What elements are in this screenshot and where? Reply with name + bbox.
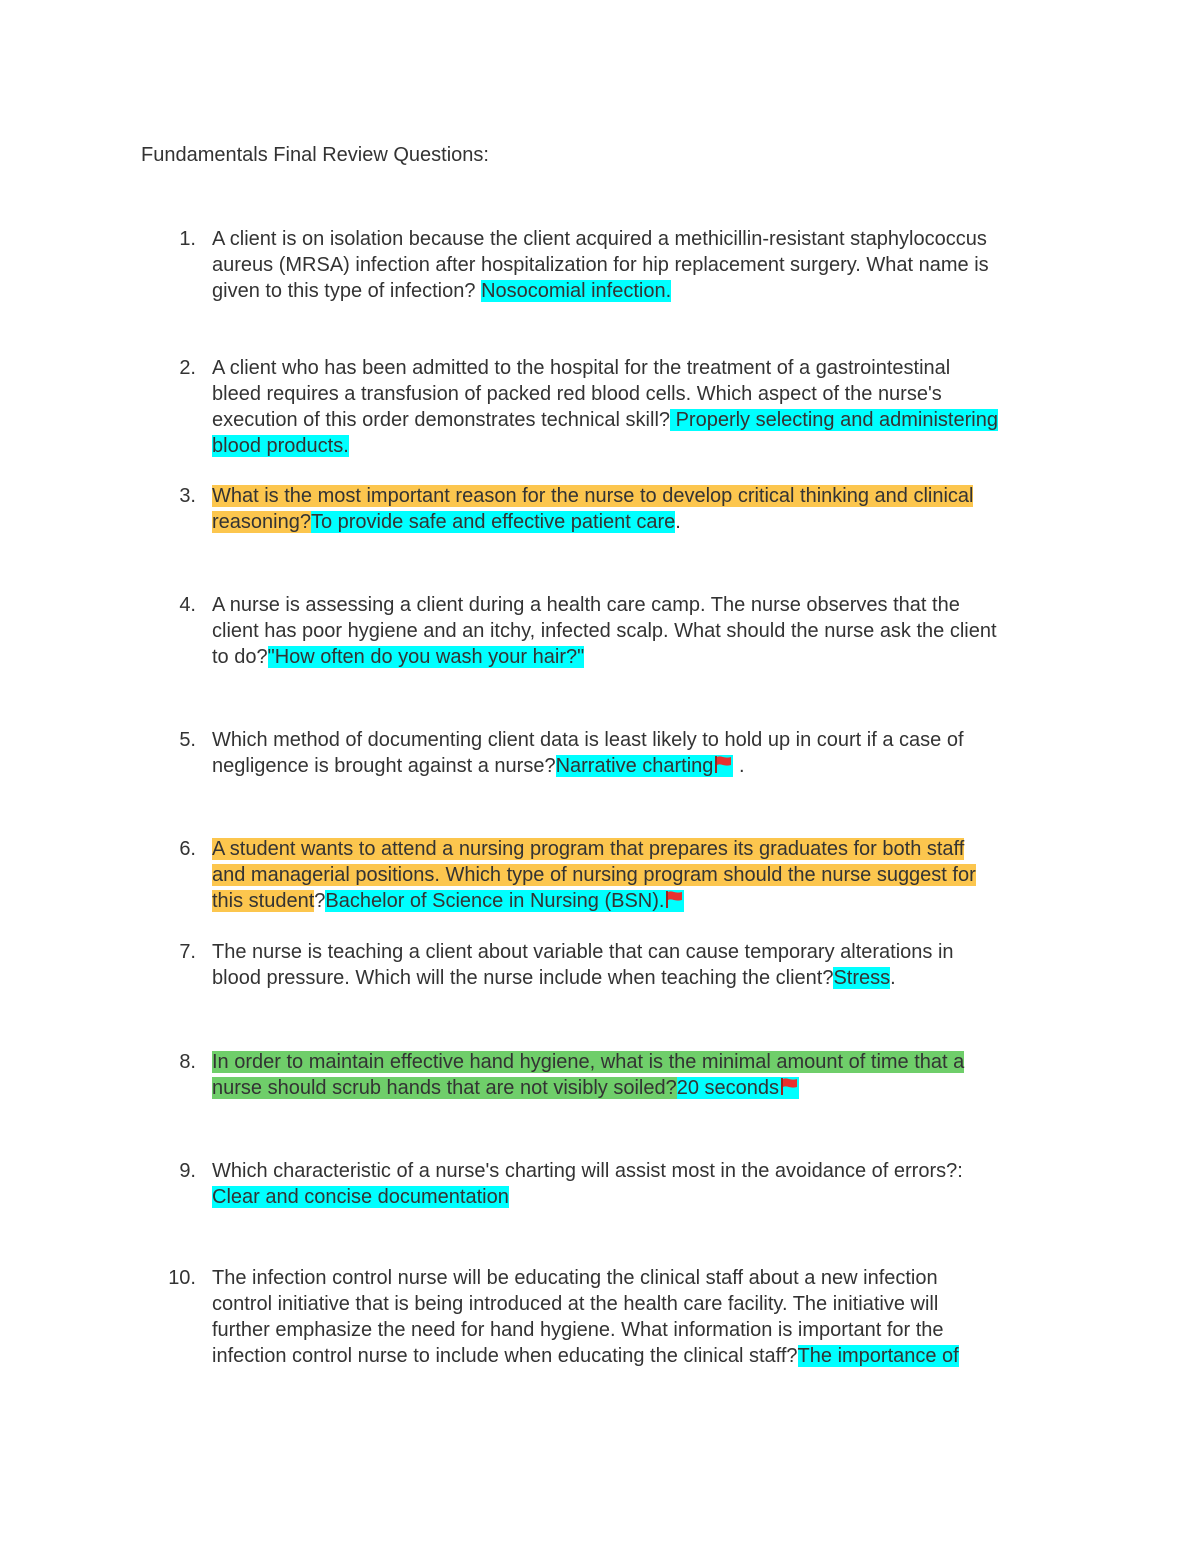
answer-text [677, 1077, 799, 1099]
question-text-segment [212, 409, 670, 431]
question-number: 10. [168, 1267, 196, 1289]
highlighted-question-text [212, 864, 976, 886]
text-line [212, 1075, 1072, 1101]
segment-text: Properly selecting and administering [670, 409, 998, 431]
segment-text: "How often do you wash your hair?" [267, 646, 585, 668]
question-text-segment [212, 941, 954, 963]
text-line [212, 1184, 1072, 1210]
segment-text: The importance of [797, 1345, 959, 1367]
segment-text: . [733, 755, 745, 777]
question-text [212, 939, 1072, 991]
text-line [212, 939, 1072, 965]
text-line [212, 862, 1072, 888]
segment-text: control initiative that is being introduced at the health care facility. The initiative will [212, 1293, 939, 1315]
question-text [212, 483, 1072, 535]
segment-text: nurse should scrub hands that are not visibly soiled? [212, 1077, 677, 1099]
answer-text [212, 435, 349, 457]
highlighted-question-text [212, 838, 964, 860]
segment-text: . [890, 967, 896, 989]
segment-text: client has poor hygiene and an itchy, infected scalp. What should the nurse ask the client [212, 620, 997, 642]
text-line [212, 1265, 1072, 1291]
text-line [212, 965, 1072, 991]
question-number: 2. [179, 357, 196, 379]
question-number: 1. [179, 228, 196, 250]
text-line [212, 355, 1072, 381]
segment-text: this student [212, 890, 315, 912]
text-line [212, 1343, 1072, 1369]
question-text [212, 1158, 1072, 1210]
segment-text: Which characteristic of a nurse's charting will assist most in the avoidance of errors?: [212, 1160, 963, 1182]
segment-text: negligence is brought against a nurse? [212, 755, 556, 777]
highlighted-question-text [212, 511, 311, 533]
segment-text: blood products. [212, 435, 349, 457]
answer-text [481, 280, 671, 302]
question-text-segment [212, 594, 960, 616]
question-text-segment [212, 1319, 944, 1341]
segment-text: A nurse is assessing a client during a health care camp. The nurse observes that the [212, 594, 960, 616]
highlighted-question-text [212, 1051, 964, 1073]
text-line [212, 644, 1072, 670]
segment-text: The infection control nurse will be educating the clinical staff about a new infection [212, 1267, 938, 1289]
question-text [212, 1265, 1072, 1369]
segment-text: To provide safe and effective patient care [310, 511, 676, 533]
question-text [212, 1049, 1072, 1101]
question-text [212, 727, 1072, 779]
text-line [212, 483, 1072, 509]
text-line [212, 1049, 1072, 1075]
segment-text: aureus (MRSA) infection after hospitalization for hip replacement surgery. What name is [212, 254, 989, 276]
text-line [212, 381, 1072, 407]
question-text-segment [212, 383, 942, 405]
answer-text [212, 1186, 509, 1208]
text-line [212, 1317, 1072, 1343]
answer-text [325, 890, 684, 912]
answer-text [670, 409, 998, 431]
segment-text: to do? [212, 646, 268, 668]
question-number: 3. [179, 485, 196, 507]
question-number: 4. [179, 594, 196, 616]
question-text [212, 355, 1072, 459]
question-text-segment [212, 280, 481, 302]
segment-text: A client is on isolation because the client acquired a methicillin-resistant staphylococcus [212, 228, 987, 250]
question-text-segment [212, 967, 833, 989]
question-text-segment [212, 228, 987, 250]
segment-text: A client who has been admitted to the hospital for the treatment of a gastrointestinal [212, 357, 951, 379]
segment-text: Narrative charting [555, 755, 714, 777]
text-line [212, 618, 1072, 644]
segment-text: Which method of documenting client data is least likely to hold up in court if a case of [212, 729, 964, 751]
text-line [212, 1291, 1072, 1317]
text-line [212, 836, 1072, 862]
segment-text: . [675, 511, 681, 533]
answer-text [311, 511, 675, 533]
segment-text: Clear and concise documentation [212, 1186, 509, 1208]
segment-text: What is the most important reason for the nurse to develop critical thinking and clinical [212, 485, 974, 507]
question-text [212, 592, 1072, 670]
segment-text: A student wants to attend a nursing program that prepares its graduates for both staff [212, 838, 965, 860]
question-text-segment [212, 1267, 938, 1289]
highlighted-question-text [212, 1077, 677, 1099]
text-line [212, 433, 1072, 459]
text-line [212, 252, 1072, 278]
question-text-segment [212, 254, 989, 276]
answer-text [833, 967, 890, 989]
segment-text: further emphasize the need for hand hygiene. What information is important for the [212, 1319, 944, 1341]
text-line [212, 407, 1072, 433]
question-text-segment [212, 646, 268, 668]
question-text-segment [212, 729, 964, 751]
text-line [212, 727, 1072, 753]
question-text-segment [314, 890, 325, 912]
question-number: 9. [179, 1160, 196, 1182]
answer-text [798, 1345, 959, 1367]
text-line [212, 888, 1072, 914]
text-line [212, 753, 1072, 779]
segment-text: execution of this order demonstrates technical skill? [212, 409, 671, 431]
text-line [212, 278, 1072, 304]
question-number: 7. [179, 941, 196, 963]
question-text [212, 836, 1072, 914]
segment-text: Nosocomial infection. [481, 280, 672, 302]
question-text-segment [212, 1345, 798, 1367]
red-flag-icon [713, 754, 733, 774]
highlighted-question-text [212, 485, 973, 507]
segment-text: 20 seconds [676, 1077, 780, 1099]
question-number: 8. [179, 1051, 196, 1073]
question-text-segment [733, 755, 744, 777]
segment-text: reasoning? [212, 511, 311, 533]
question-text-segment [212, 755, 556, 777]
segment-text: bleed requires a transfusion of packed red blood cells. Which aspect of the nurse's [212, 383, 942, 405]
answer-text [268, 646, 585, 668]
question-text-segment [890, 967, 896, 989]
highlighted-question-text [212, 890, 314, 912]
segment-text: infection control nurse to include when educating the clinical staff? [212, 1345, 798, 1367]
red-flag-icon [779, 1076, 799, 1096]
segment-text: given to this type of infection? [212, 280, 482, 302]
question-text-segment [212, 1293, 938, 1315]
question-text-segment [675, 511, 681, 533]
segment-text: In order to maintain effective hand hygiene, what is the minimal amount of time that a [212, 1051, 965, 1073]
segment-text: blood pressure. Which will the nurse include when teaching the client? [212, 967, 834, 989]
question-text-segment [212, 620, 997, 642]
segment-text: The nurse is teaching a client about variable that can cause temporary alterations in [212, 941, 954, 963]
question-text-segment [212, 357, 950, 379]
document-title: Fundamentals Final Review Questions: [141, 144, 489, 166]
text-line [212, 592, 1072, 618]
answer-text [556, 755, 734, 777]
red-flag-icon [664, 889, 684, 909]
question-number: 5. [179, 729, 196, 751]
segment-text: and managerial positions. Which type of nursing program should the nurse suggest for [212, 864, 976, 886]
text-line [212, 226, 1072, 252]
question-number: 6. [179, 838, 196, 860]
text-line [212, 1158, 1072, 1184]
question-text-segment [212, 1160, 963, 1182]
segment-text: ? [314, 890, 326, 912]
text-line [212, 509, 1072, 535]
segment-text: Bachelor of Science in Nursing (BSN). [325, 890, 665, 912]
segment-text: Stress [833, 967, 891, 989]
question-text [212, 226, 1072, 304]
